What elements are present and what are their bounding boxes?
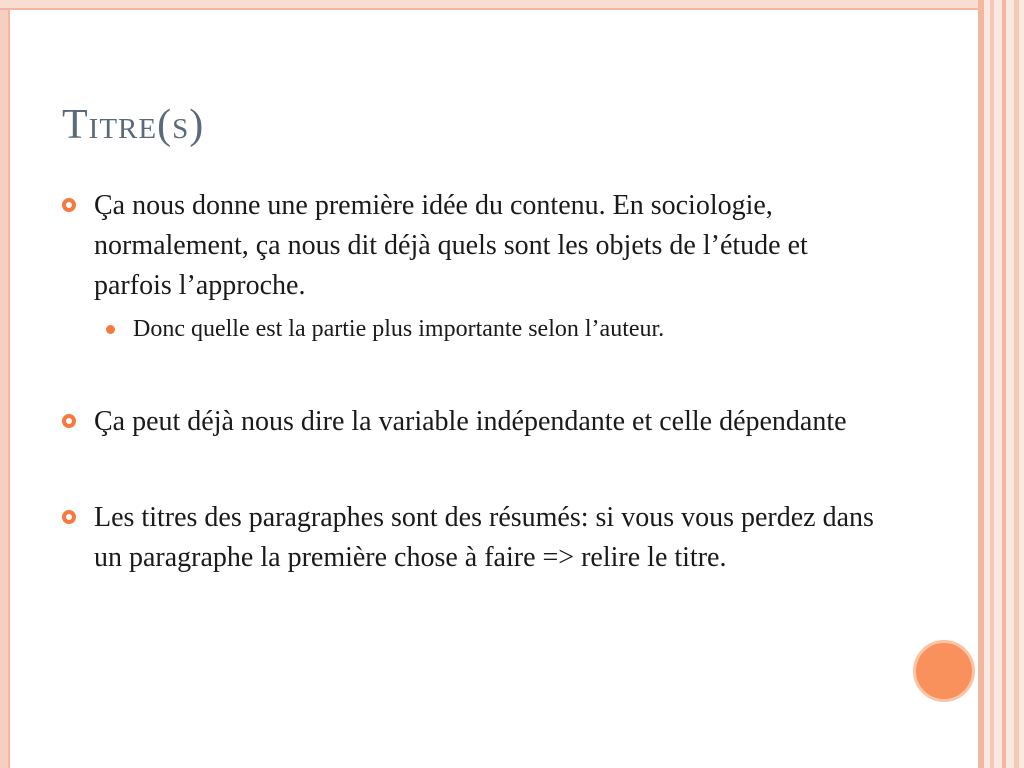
bullet-text: Ça peut déjà nous dire la variable indépendante et celle dépendante xyxy=(94,406,847,437)
bullet-item xyxy=(62,498,882,578)
bullet-text: Les titres des paragraphes sont des résumés: si vous vous perdez dans un paragraphe la première chose à faire => relire le titre. xyxy=(94,502,874,573)
sub-bullet-item xyxy=(62,312,882,346)
bullet-dot-icon xyxy=(106,325,115,334)
frame-right-stripes xyxy=(978,0,1024,768)
decorative-circle xyxy=(913,640,975,702)
sub-bullet-text: Donc quelle est la partie plus importante selon l’auteur. xyxy=(133,316,665,342)
bullet-ring-icon xyxy=(62,198,76,212)
slide-title: Titre(s) xyxy=(62,102,205,148)
bullet-item xyxy=(62,402,882,442)
bullet-ring-icon xyxy=(62,510,76,524)
bullet-item xyxy=(62,186,882,306)
slide-content xyxy=(62,186,882,578)
frame-left-border xyxy=(0,0,10,768)
bullet-ring-icon xyxy=(62,414,76,428)
bullet-text: Ça nous donne une première idée du contenu. En sociologie, normalement, ça nous dit déjà quels sont les objets de l’étude et parfois l’approche. xyxy=(94,190,808,301)
frame-top-border xyxy=(0,0,980,10)
